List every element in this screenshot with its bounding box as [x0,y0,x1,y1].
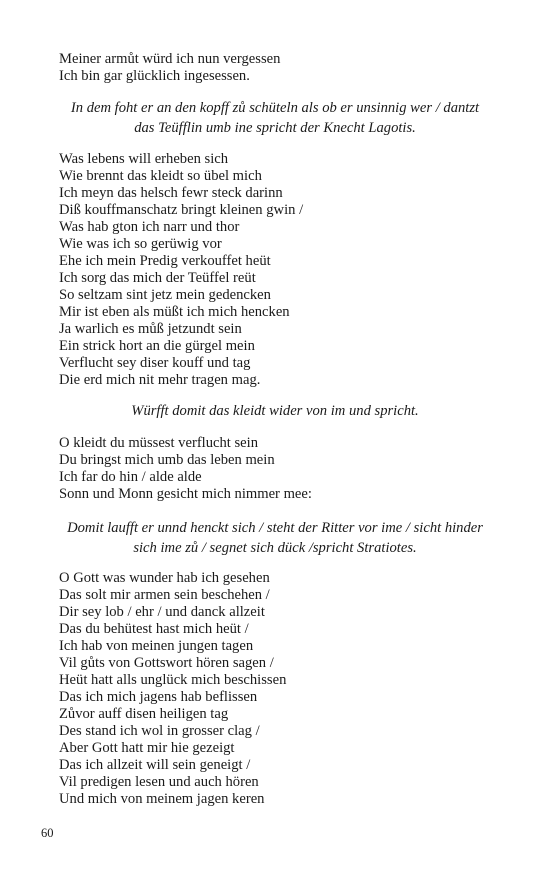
verse-block [59,51,529,85]
verse-line: Ich meyn das helsch fewr steck darinn [59,185,283,201]
verse-line: Du bringst mich umb das leben mein [59,452,275,468]
verse-line: Und mich von meinem jagen keren [59,791,265,807]
verse-line: Was hab gton ich narr und thor [59,219,240,235]
stage-direction [0,518,550,558]
verse-line: Sonn und Monn gesicht mich nimmer mee: [59,486,312,502]
verse-line: Ein strick hort an die gürgel mein [59,338,255,354]
verse-line: So seltzam sint jetz mein gedencken [59,287,271,303]
stage-direction-line: In dem foht er an den kopff zů schüteln als ob er unsinnig wer / dantzt [70,100,480,116]
verse-line: Dir sey lob / ehr / und danck allzeit [59,604,265,620]
verse-line: Mir ist eben als müßt ich mich hencken [59,304,290,320]
verse-line: Wie brennt das kleidt so übel mich [59,168,262,184]
stage-direction-line: Domit laufft er unnd henckt sich / steht der Ritter vor ime / sicht hinder [67,520,483,536]
verse-line: Die erd mich nit mehr tragen mag. [59,372,261,388]
verse-line: O Gott was wunder hab ich gesehen [59,570,270,586]
verse-block [59,570,529,808]
verse-block [59,435,529,503]
verse-block [59,151,529,389]
verse-line: Das du behütest hast mich heüt / [59,621,249,637]
verse-line: Heüt hatt alls unglück mich beschissen [59,672,287,688]
page-number: 60 [41,826,54,840]
verse-line: Aber Gott hatt mir hie gezeigt [59,740,235,756]
verse-line: Ich sorg das mich der Teüffel reüt [59,270,256,286]
verse-line: Das ich allzeit will sein geneigt / [59,757,251,773]
verse-line: Vil gůts von Gottswort hören sagen / [59,655,274,671]
verse-line: Verflucht sey diser kouff und tag [59,355,251,371]
verse-line: Ich far do hin / alde alde [59,469,202,485]
stage-direction-line: Würfft domit das kleidt wider von im und spricht. [131,403,419,419]
verse-line: Ich hab von meinen jungen tagen [59,638,254,654]
verse-line: Diß kouffmanschatz bringt kleinen gwin / [59,202,304,218]
verse-line: Zůvor auff disen heiligen tag [59,706,229,722]
stage-direction [0,98,550,138]
verse-line: Wie was ich so gerüwig vor [59,236,222,252]
verse-line: Das solt mir armen sein beschehen / [59,587,270,603]
verse-line: O kleidt du müssest verflucht sein [59,435,259,451]
stage-direction-line: das Teüfflin umb ine spricht der Knecht Lagotis. [134,120,416,136]
verse-line: Was lebens will erheben sich [59,151,229,167]
verse-line: Ja warlich es můß jetzundt sein [59,321,242,337]
verse-line: Des stand ich wol in grosser clag / [59,723,260,739]
verse-line: Vil predigen lesen und auch hören [59,774,259,790]
verse-line: Ehe ich mein Predig verkouffet heüt [59,253,271,269]
verse-line: Das ich mich jagens hab beflissen [59,689,258,705]
verse-line: Ich bin gar glücklich ingesessen. [59,68,250,84]
stage-direction-line: sich ime zů / segnet sich dück /spricht Stratiotes. [133,540,417,556]
stage-direction [0,401,550,421]
verse-line: Meiner armůt würd ich nun vergessen [59,51,281,67]
